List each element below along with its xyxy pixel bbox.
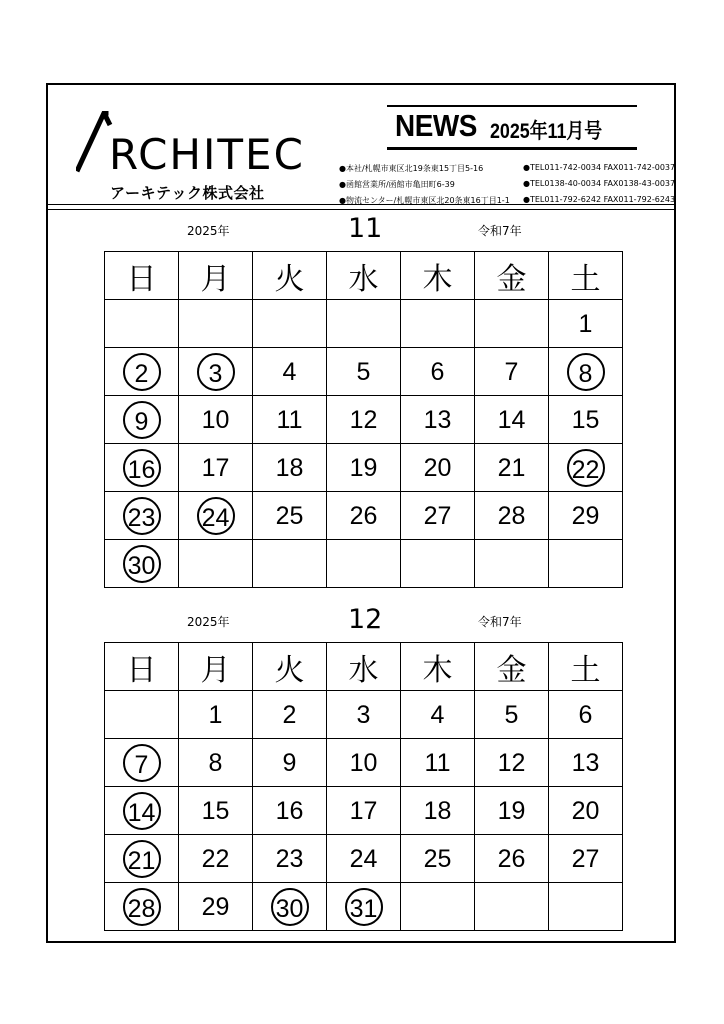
day-number: 22: [201, 844, 230, 873]
day-cell: [401, 396, 475, 444]
office-contact-hq: ●TEL011-742-0034 FAX011-742-0037: [523, 163, 676, 172]
day-cell: [327, 444, 401, 492]
day-cell: [253, 396, 327, 444]
day-cell: [327, 739, 401, 787]
day-cell: [549, 540, 623, 588]
day-number: 29: [571, 501, 600, 530]
day-cell: [475, 883, 549, 931]
holiday-day-number: 21: [123, 840, 161, 878]
holiday-day-number: 14: [123, 792, 161, 830]
day-cell: [549, 835, 623, 883]
day-number: 4: [430, 700, 445, 729]
day-cell: [179, 540, 253, 588]
holiday-day-number: 8: [567, 353, 605, 391]
day-number: 9: [282, 748, 297, 777]
day-number: 2: [282, 700, 297, 729]
day-cell: [105, 835, 179, 883]
holiday-day-number: 30: [123, 545, 161, 583]
holiday-day-number: 3: [197, 353, 235, 391]
day-cell: [327, 396, 401, 444]
day-number: 11: [276, 405, 303, 434]
day-cell: [401, 787, 475, 835]
day-number: 25: [275, 501, 304, 530]
weekday-header: 金: [475, 252, 549, 300]
day-number: 16: [275, 796, 304, 825]
weekday-header: 水: [327, 643, 401, 691]
holiday-day-number: 28: [123, 888, 161, 926]
day-cell: [179, 396, 253, 444]
day-number: 20: [571, 796, 600, 825]
day-cell: [179, 691, 253, 739]
day-cell: [179, 835, 253, 883]
week-row: [105, 883, 623, 931]
day-cell: [549, 883, 623, 931]
day-number: 17: [201, 453, 230, 482]
day-number: 27: [571, 844, 600, 873]
day-cell: [105, 739, 179, 787]
day-cell: [105, 492, 179, 540]
day-cell: [549, 300, 623, 348]
day-number: 18: [423, 796, 452, 825]
day-cell: [475, 691, 549, 739]
day-cell: [105, 540, 179, 588]
news-issue: 2025年11月号: [490, 120, 603, 143]
day-cell: [401, 883, 475, 931]
day-cell: [253, 300, 327, 348]
day-cell: [179, 739, 253, 787]
day-number: 23: [275, 844, 304, 873]
day-cell: [179, 300, 253, 348]
day-number: 1: [578, 309, 593, 338]
weekday-header: 土: [549, 252, 623, 300]
day-cell: [327, 492, 401, 540]
weekday-header: 日: [105, 252, 179, 300]
day-cell: [549, 739, 623, 787]
weekday-row: [105, 643, 623, 691]
holiday-day-number: 31: [345, 888, 383, 926]
weekday-header: 土: [549, 643, 623, 691]
day-number: 19: [497, 796, 526, 825]
day-number: 28: [497, 501, 526, 530]
weekday-header: 木: [401, 252, 475, 300]
day-cell: [327, 835, 401, 883]
day-cell: [179, 492, 253, 540]
weekday-header: 火: [253, 252, 327, 300]
day-cell: [105, 396, 179, 444]
day-cell: [475, 300, 549, 348]
day-number: 3: [356, 700, 371, 729]
week-row: [105, 492, 623, 540]
day-number: 13: [571, 748, 600, 777]
day-cell: [327, 691, 401, 739]
day-cell: [105, 444, 179, 492]
day-cell: [549, 691, 623, 739]
day-cell: [179, 883, 253, 931]
day-number: 18: [275, 453, 304, 482]
day-cell: [253, 348, 327, 396]
day-cell: [401, 444, 475, 492]
header: [48, 85, 674, 209]
day-cell: [105, 300, 179, 348]
holiday-day-number: 22: [567, 449, 605, 487]
office-address-hq: ●本社/札幌市東区北19条東15丁目5-16: [339, 164, 484, 173]
day-cell: [401, 739, 475, 787]
calendar-heading-december: [48, 604, 674, 634]
day-cell: [475, 348, 549, 396]
day-cell: [253, 492, 327, 540]
newsletter-sheet: [46, 83, 676, 943]
office-address-hakodate: ●函館営業所/函館市亀田町6-39: [339, 180, 455, 189]
day-cell: [549, 348, 623, 396]
day-number: 5: [356, 357, 371, 386]
day-number: 6: [430, 357, 445, 386]
weekday-header: 日: [105, 643, 179, 691]
day-cell: [253, 691, 327, 739]
week-row: [105, 300, 623, 348]
news-bottom-rule: [387, 147, 637, 150]
day-number: 1: [208, 700, 223, 729]
holiday-day-number: 23: [123, 497, 161, 535]
calendar-month: 11: [348, 213, 383, 244]
day-number: 12: [349, 405, 378, 434]
calendar-november: [104, 251, 623, 588]
architec-logo: [76, 111, 306, 173]
day-cell: [549, 444, 623, 492]
news-title: NEWS: [395, 108, 477, 143]
day-cell: [105, 691, 179, 739]
day-cell: [327, 300, 401, 348]
calendar-era: 令和7年: [478, 615, 522, 629]
day-number: 10: [349, 748, 378, 777]
office-contact-hakodate: ●TEL0138-40-0034 FAX0138-43-0037: [523, 179, 676, 188]
office-contact-logistics: ●TEL011-792-6242 FAX011-792-6243: [523, 195, 676, 204]
day-number: 13: [423, 405, 452, 434]
day-number: 12: [497, 748, 526, 777]
day-cell: [179, 348, 253, 396]
day-number: 19: [349, 453, 378, 482]
day-cell: [549, 787, 623, 835]
day-cell: [105, 883, 179, 931]
day-number: 4: [282, 357, 297, 386]
day-number: 7: [504, 357, 519, 386]
day-cell: [401, 540, 475, 588]
day-cell: [401, 348, 475, 396]
day-number: 27: [423, 501, 452, 530]
day-number: 26: [497, 844, 526, 873]
day-cell: [253, 787, 327, 835]
week-row: [105, 691, 623, 739]
holiday-day-number: 16: [123, 449, 161, 487]
day-cell: [475, 739, 549, 787]
week-row: [105, 739, 623, 787]
calendar-month: 12: [348, 604, 383, 635]
day-cell: [253, 444, 327, 492]
day-cell: [327, 883, 401, 931]
day-number: 20: [423, 453, 452, 482]
weekday-header: 水: [327, 252, 401, 300]
logo-a-mark: [76, 111, 306, 173]
day-cell: [327, 540, 401, 588]
day-cell: [253, 540, 327, 588]
weekday-header: 木: [401, 643, 475, 691]
day-cell: [401, 492, 475, 540]
header-divider: [48, 204, 674, 210]
day-cell: [401, 300, 475, 348]
day-number: 29: [201, 892, 230, 921]
holiday-day-number: 9: [123, 401, 161, 439]
day-number: 14: [497, 405, 526, 434]
day-cell: [475, 540, 549, 588]
calendar-heading-november: [48, 213, 674, 243]
logo-text: RCHITEC: [109, 130, 305, 173]
day-cell: [549, 396, 623, 444]
day-cell: [327, 348, 401, 396]
holiday-day-number: 7: [123, 744, 161, 782]
day-cell: [253, 835, 327, 883]
day-number: 24: [349, 844, 378, 873]
day-cell: [401, 835, 475, 883]
day-cell: [475, 396, 549, 444]
day-cell: [475, 787, 549, 835]
day-cell: [253, 739, 327, 787]
office-address-logistics: ●物流センター/札幌市東区北20条東16丁目1-1: [339, 196, 510, 205]
day-number: 8: [208, 748, 223, 777]
day-cell: [253, 883, 327, 931]
day-cell: [549, 492, 623, 540]
news-banner: [387, 105, 637, 147]
weekday-header: 月: [179, 252, 253, 300]
day-number: 15: [201, 796, 230, 825]
day-cell: [401, 691, 475, 739]
holiday-day-number: 2: [123, 353, 161, 391]
day-number: 21: [497, 453, 526, 482]
holiday-day-number: 30: [271, 888, 309, 926]
day-cell: [105, 348, 179, 396]
week-row: [105, 396, 623, 444]
day-number: 17: [349, 796, 378, 825]
day-cell: [179, 787, 253, 835]
holiday-day-number: 24: [197, 497, 235, 535]
day-cell: [475, 492, 549, 540]
weekday-header: 月: [179, 643, 253, 691]
weekday-header: 金: [475, 643, 549, 691]
day-cell: [475, 444, 549, 492]
week-row: [105, 835, 623, 883]
week-row: [105, 787, 623, 835]
day-number: 11: [424, 748, 451, 777]
calendar-era: 令和7年: [478, 224, 522, 238]
day-number: 15: [571, 405, 600, 434]
day-number: 5: [504, 700, 519, 729]
week-row: [105, 348, 623, 396]
day-cell: [105, 787, 179, 835]
company-name: アーキテック株式会社: [110, 184, 265, 202]
calendar-year: 2025年: [187, 224, 230, 238]
day-number: 10: [201, 405, 230, 434]
day-cell: [179, 444, 253, 492]
day-cell: [327, 787, 401, 835]
weekday-header: 火: [253, 643, 327, 691]
news-top-rule: [387, 105, 637, 107]
weekday-row: [105, 252, 623, 300]
week-row: [105, 540, 623, 588]
week-row: [105, 444, 623, 492]
calendar-december: [104, 642, 623, 931]
calendar-year: 2025年: [187, 615, 230, 629]
day-number: 25: [423, 844, 452, 873]
day-cell: [475, 835, 549, 883]
day-number: 26: [349, 501, 378, 530]
day-number: 6: [578, 700, 593, 729]
